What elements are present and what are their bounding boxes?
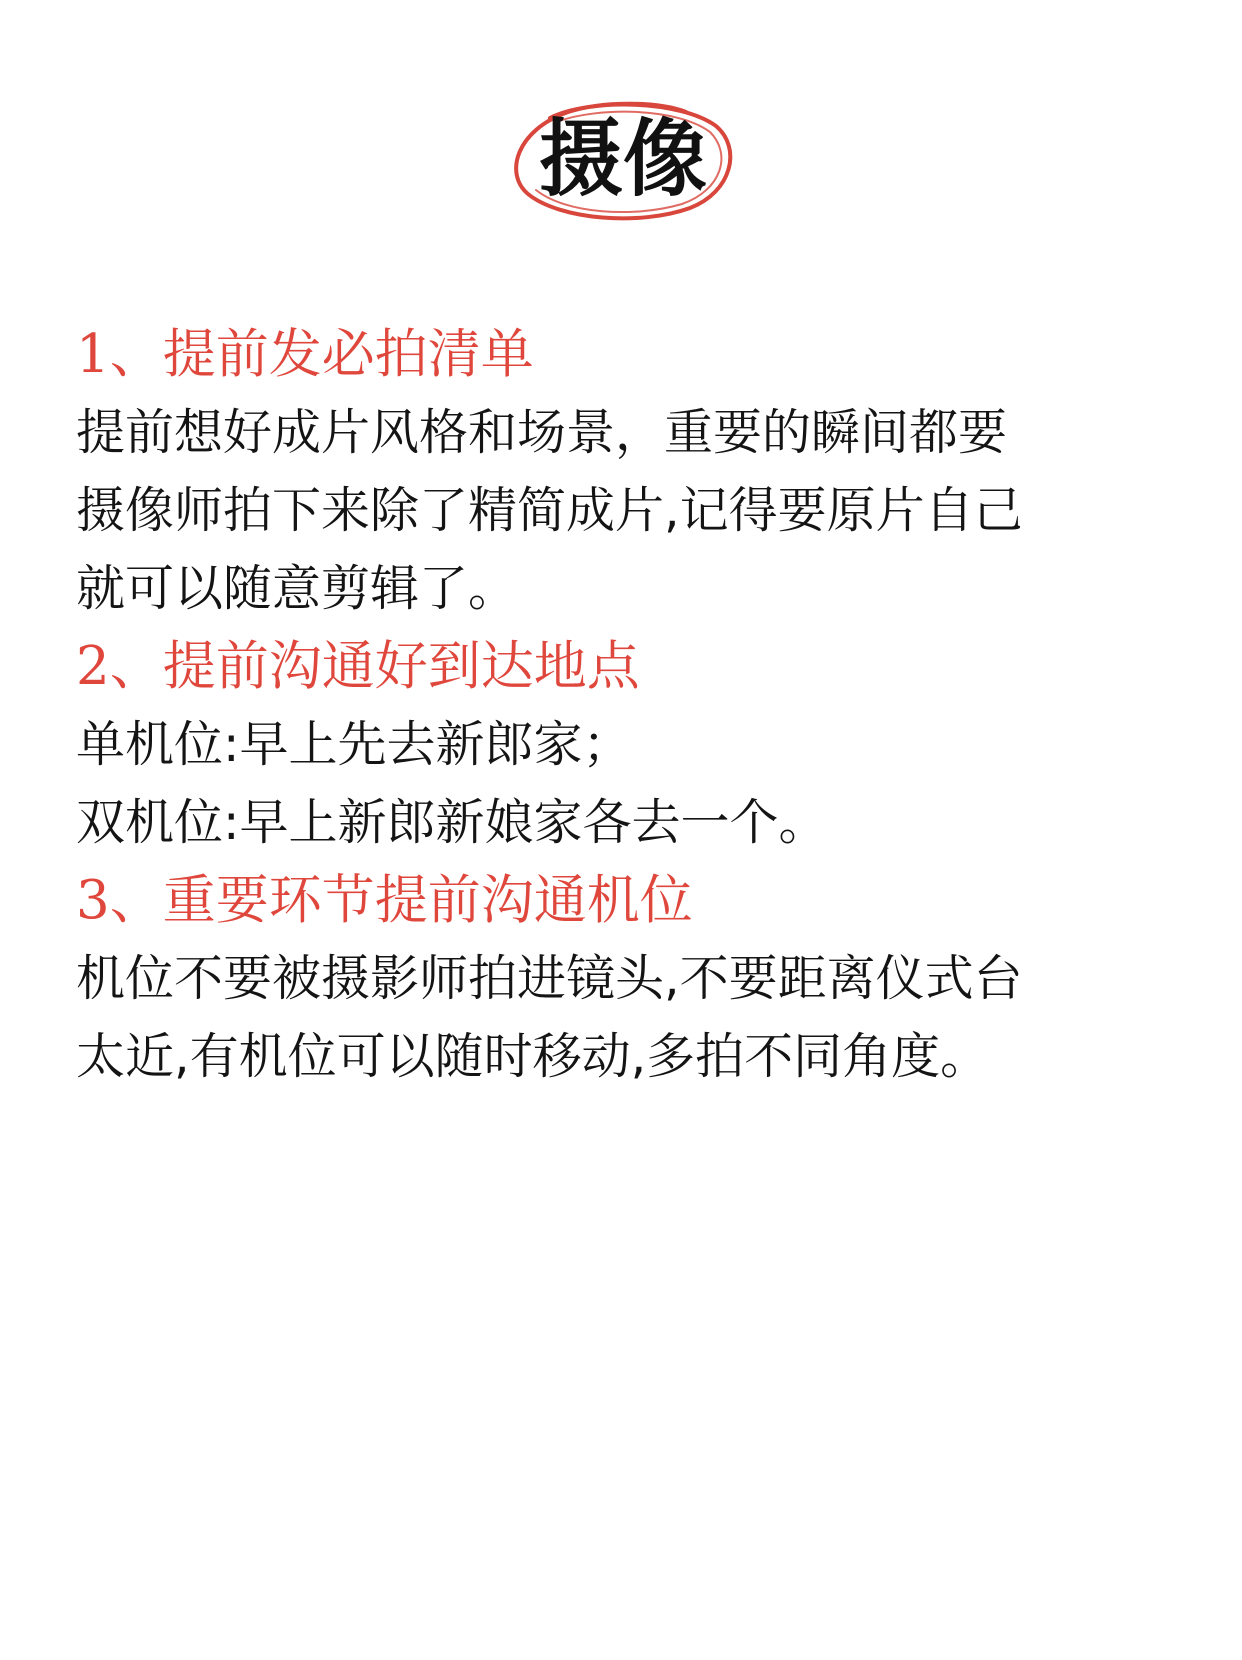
section-line: 单机位:早上先去新郎家； [76,716,632,773]
section-3 [76,862,1186,1096]
section-line: 就可以随意剪辑了。 [76,560,518,617]
title-block [510,96,736,222]
content [76,316,1186,1096]
section-line: 机位不要被摄影师拍进镜头,不要距离仪式台 [76,950,1023,1007]
section-line: 摄像师拍下来除了精简成片,记得要原片自己 [76,482,1023,539]
section-2 [76,628,1186,862]
section-heading: 1、提前发必拍清单 [76,324,534,385]
section-heading: 2、提前沟通好到达地点 [76,636,640,697]
section-line: 太近,有机位可以随时移动,多拍不同角度。 [76,1028,990,1085]
section-1 [76,316,1186,628]
page-title: 摄像 [538,109,707,208]
section-heading: 3、重要环节提前沟通机位 [76,870,693,931]
section-line: 提前想好成片风格和场景，重要的瞬间都要 [76,404,1008,461]
section-line: 双机位:早上新郎新娘家各去一个。 [76,794,828,851]
